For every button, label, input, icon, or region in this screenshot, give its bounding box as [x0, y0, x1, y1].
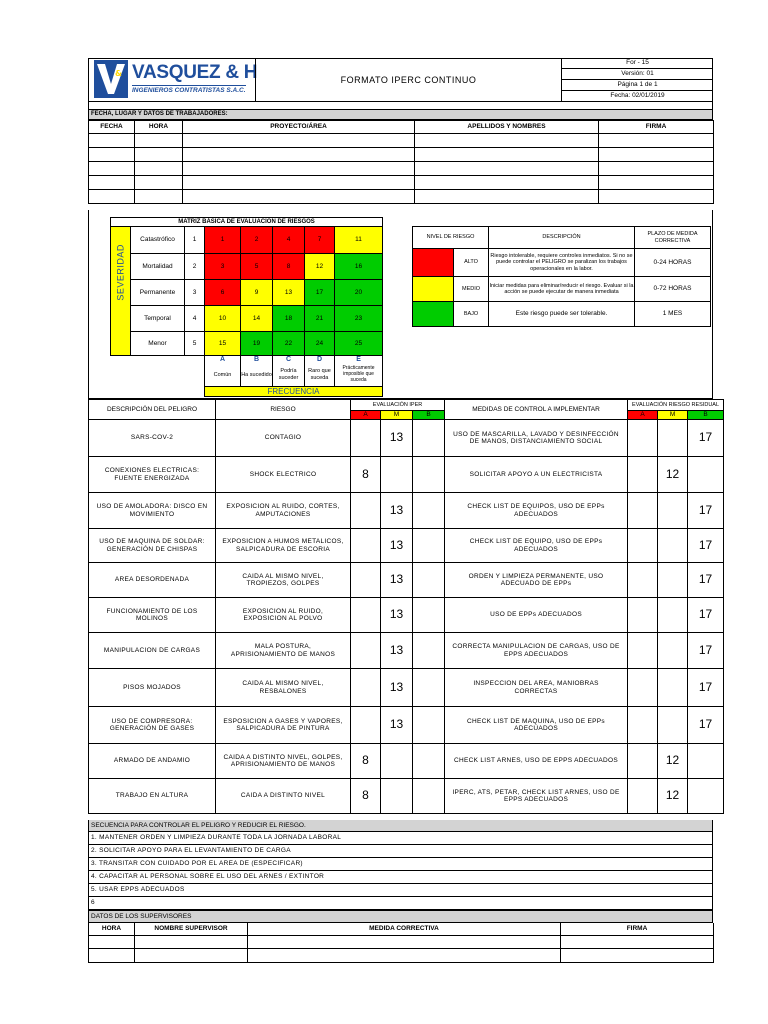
sequence-title: SECUENCIA PARA CONTROLAR EL PELIGRO Y REDUCIR EL RIESGO. — [88, 820, 713, 832]
workers-section-title: FECHA, LUGAR Y DATOS DE TRABAJADORES: — [88, 110, 713, 120]
freq-letter: C — [273, 356, 305, 365]
severity-num: 3 — [185, 280, 205, 306]
legend-swatch-low — [413, 302, 454, 327]
control-measure: INSPECCION DEL AREA, MANIOBRAS CORRECTAS — [445, 669, 628, 707]
residual-m: 12 — [658, 744, 688, 779]
risk-desc: EXPOSICION A HUMOS METALICOS, SALPICADURA DE ESCORIA — [216, 529, 351, 563]
eval-a: 8 — [351, 457, 381, 493]
control-measure: CHECK LIST DE MAQUINA, USO DE EPPs ADECUADOS — [445, 707, 628, 744]
eval-m-header: M — [381, 411, 413, 420]
control-measure: SOLICITAR APOYO A UN ELECTRICISTA — [445, 457, 628, 493]
control-measure: USO DE EPPs ADECUADOS — [445, 598, 628, 633]
residual-b-header: B — [688, 411, 724, 420]
residual-b: 17 — [688, 633, 724, 669]
freq-desc: Común — [205, 364, 241, 386]
company-subtitle: INGENIEROS CONTRATISTAS S.A.C. — [132, 87, 246, 94]
severity-num: 5 — [185, 332, 205, 356]
col-riesgo: RIESGO — [216, 400, 351, 420]
risk-desc: CONTAGIO — [216, 420, 351, 457]
matrix-cell: 9 — [241, 280, 273, 306]
hazard-desc: AREA DESORDENADA — [89, 563, 216, 598]
col-sup-hora: HORA — [89, 923, 135, 935]
residual-b: 17 — [688, 529, 724, 563]
worker-row[interactable] — [89, 176, 714, 190]
eval-a-header: A — [351, 411, 381, 420]
eval-m — [381, 779, 413, 814]
freq-letter: E — [335, 356, 383, 365]
severity-name: Permanente — [131, 280, 185, 306]
matrix-cell: 21 — [305, 306, 335, 332]
matrix-cell: 20 — [335, 280, 383, 306]
residual-a — [628, 598, 658, 633]
risk-desc: CAIDA AL MISMO NIVEL, TROPIEZOS, GOLPES — [216, 563, 351, 598]
col-sup-firma: FIRMA — [561, 923, 714, 935]
matrix-cell: 16 — [335, 254, 383, 280]
logo-emblem-icon — [94, 60, 130, 100]
residual-b — [688, 779, 724, 814]
eval-b — [413, 457, 445, 493]
control-measure: IPERC, ATS, PETAR, CHECK LIST ARNES, USO DE EPPS ADECUADOS — [445, 779, 628, 814]
eval-a: 8 — [351, 779, 381, 814]
eval-b — [413, 493, 445, 529]
eval-b — [413, 420, 445, 457]
risk-matrix — [110, 217, 383, 397]
eval-b — [413, 633, 445, 669]
residual-m: 12 — [658, 779, 688, 814]
eval-a — [351, 420, 381, 457]
matrix-cell: 25 — [335, 332, 383, 356]
doc-version: Versión: 01 — [561, 69, 713, 80]
residual-a — [628, 707, 658, 744]
matrix-cell: 8 — [273, 254, 305, 280]
iper-row — [89, 669, 724, 707]
hazard-desc: USO DE MAQUINA DE SOLDAR: GENERACIÓN DE CHISPAS — [89, 529, 216, 563]
severity-axis — [111, 227, 131, 356]
severity-num: 1 — [185, 227, 205, 254]
risk-desc: CAIDA A DISTINTO NIVEL — [216, 779, 351, 814]
residual-m — [658, 493, 688, 529]
eval-m: 13 — [381, 633, 413, 669]
freq-letter: D — [305, 356, 335, 365]
residual-m-header: M — [658, 411, 688, 420]
legend-term: 0-72 HORAS — [635, 277, 711, 302]
eval-m: 13 — [381, 669, 413, 707]
legend-swatch-medium — [413, 277, 454, 302]
sequence-item: 5. USAR EPPS ADECUADOS — [88, 884, 713, 897]
col-apellidos: APELLIDOS Y NOMBRES — [415, 121, 599, 134]
sequence-item: 4. CAPACITAR AL PERSONAL SOBRE EL USO DEL ARNES / EXTINTOR — [88, 871, 713, 884]
control-measure: CHECK LIST DE EQUIPO, USO DE EPPs ADECUADOS — [445, 529, 628, 563]
eval-a — [351, 633, 381, 669]
residual-a — [628, 457, 658, 493]
matrix-cell: 18 — [273, 306, 305, 332]
worker-row[interactable] — [89, 134, 714, 148]
legend-swatch-high — [413, 249, 454, 277]
residual-m — [658, 669, 688, 707]
residual-a — [628, 633, 658, 669]
severity-name: Temporal — [131, 306, 185, 332]
control-sequence — [88, 820, 713, 910]
eval-b — [413, 744, 445, 779]
sequence-item: 1. MANTENER ORDEN Y LIMPIEZA DURANTE TODA LA JORNADA LABORAL — [88, 832, 713, 845]
matrix-cell: 19 — [241, 332, 273, 356]
iper-row — [89, 633, 724, 669]
matrix-cell: 11 — [335, 227, 383, 254]
residual-m — [658, 420, 688, 457]
matrix-cell: 2 — [241, 227, 273, 254]
severity-name: Mortalidad — [131, 254, 185, 280]
residual-a — [628, 744, 658, 779]
supervisor-row[interactable] — [89, 948, 714, 962]
hazard-desc: SARS-COV-2 — [89, 420, 216, 457]
severity-name: Catastrófico — [131, 227, 185, 254]
eval-b — [413, 669, 445, 707]
severity-label: SEVERIDAD — [115, 243, 126, 301]
matrix-cell: 6 — [205, 280, 241, 306]
matrix-cell: 12 — [305, 254, 335, 280]
legend-col-term: PLAZO DE MEDIDA CORRECTIVA — [635, 227, 711, 249]
eval-m: 13 — [381, 420, 413, 457]
iper-row — [89, 420, 724, 457]
freq-desc: Raro que suceda — [305, 364, 335, 386]
control-measure: USO DE MASCARILLA, LAVADO Y DESINFECCIÓN DE MANOS, DISTANCIAMIENTO SOCIAL — [445, 420, 628, 457]
risk-desc: SHOCK ELECTRICO — [216, 457, 351, 493]
eval-m — [381, 744, 413, 779]
matrix-cell: 17 — [305, 280, 335, 306]
legend-col-level: NIVEL DE RIESGO — [413, 227, 489, 249]
residual-m: 12 — [658, 457, 688, 493]
col-eval-iper: EVALUACIÓN IPER — [351, 400, 445, 411]
iper-row — [89, 598, 724, 633]
control-measure: CORRECTA MANIPULACION DE CARGAS, USO DE EPPS ADECUADOS — [445, 633, 628, 669]
residual-a-header: A — [628, 411, 658, 420]
company-logo — [90, 60, 258, 100]
frequency-label: FRECUENCIA — [205, 386, 383, 396]
doc-code: For - 15 — [561, 58, 713, 69]
residual-b: 17 — [688, 493, 724, 529]
eval-b — [413, 707, 445, 744]
company-name: VASQUEZ & H — [132, 62, 258, 83]
eval-m: 13 — [381, 563, 413, 598]
freq-desc: Prácticamente imposible que suceda — [335, 364, 383, 386]
eval-a — [351, 493, 381, 529]
freq-letter: A — [205, 356, 241, 365]
eval-m: 13 — [381, 707, 413, 744]
col-sup-nombre: NOMBRE SUPERVISOR — [135, 923, 248, 935]
hazard-desc: TRABAJO EN ALTURA — [89, 779, 216, 814]
residual-a — [628, 420, 658, 457]
hazard-desc: FUNCIONAMIENTO DE LOS MOLINOS — [89, 598, 216, 633]
hazard-desc: ARMADO DE ANDAMIO — [89, 744, 216, 779]
residual-b — [688, 744, 724, 779]
hazard-desc: USO DE COMPRESORA: GENERACIÓN DE GASES — [89, 707, 216, 744]
eval-a: 8 — [351, 744, 381, 779]
sequence-item: 6 — [88, 897, 713, 910]
col-fecha: FECHA — [89, 121, 135, 134]
eval-a — [351, 563, 381, 598]
freq-desc: Ha sucedido — [241, 364, 273, 386]
risk-level-legend — [412, 226, 711, 327]
matrix-cell: 24 — [305, 332, 335, 356]
residual-b: 17 — [688, 598, 724, 633]
risk-desc: MALA POSTURA, APRISIONAMIENTO DE MANOS — [216, 633, 351, 669]
residual-a — [628, 493, 658, 529]
eval-a — [351, 529, 381, 563]
residual-m — [658, 529, 688, 563]
legend-desc: Este riesgo puede ser tolerable. — [489, 302, 635, 327]
supervisors-section — [88, 910, 713, 963]
eval-m: 13 — [381, 493, 413, 529]
legend-level: BAJO — [454, 302, 489, 327]
sequence-item: 3. TRANSITAR CON CUIDADO POR EL AREA DE (ESPECIFICAR) — [88, 858, 713, 871]
matrix-cell: 14 — [241, 306, 273, 332]
eval-a — [351, 598, 381, 633]
legend-desc: Iniciar medidas para eliminar/reducir el riesgo. Evaluar si la acción se puede ejecutar de manera inmediata — [489, 277, 635, 302]
residual-m — [658, 707, 688, 744]
matrix-cell: 10 — [205, 306, 241, 332]
freq-desc: Podría suceder — [273, 364, 305, 386]
worker-row[interactable] — [89, 148, 714, 162]
eval-b — [413, 529, 445, 563]
risk-desc: CAIDA AL MISMO NIVEL, RESBALONES — [216, 669, 351, 707]
eval-m: 13 — [381, 598, 413, 633]
document-title: FORMATO IPERC CONTINUO — [255, 58, 561, 102]
supervisor-row[interactable] — [89, 935, 714, 948]
residual-b: 17 — [688, 420, 724, 457]
iper-row — [89, 744, 724, 779]
risk-desc: CAIDA A DISTINTO NIVEL, GOLPES, APRISIONAMIENTO DE MANOS — [216, 744, 351, 779]
legend-level: MEDIO — [454, 277, 489, 302]
col-firma: FIRMA — [599, 121, 714, 134]
control-measure: CHECK LIST DE EQUIPOS, USO DE EPPs ADECUADOS — [445, 493, 628, 529]
supervisors-title: DATOS DE LOS SUPERVISORES — [88, 910, 713, 923]
iper-row — [89, 529, 724, 563]
risk-desc: ESPOSICION A GASES Y VAPORES, SALPICADURA DE PINTURA — [216, 707, 351, 744]
worker-row[interactable] — [89, 162, 714, 176]
col-peligro: DESCRIPCIÓN DEL PELIGRO — [89, 400, 216, 420]
residual-a — [628, 529, 658, 563]
eval-b — [413, 598, 445, 633]
residual-a — [628, 779, 658, 814]
iper-row — [89, 457, 724, 493]
matrix-cell: 1 — [205, 227, 241, 254]
iper-row — [89, 779, 724, 814]
matrix-cell: 23 — [335, 306, 383, 332]
col-hora: HORA — [135, 121, 183, 134]
freq-letter: B — [241, 356, 273, 365]
eval-a — [351, 707, 381, 744]
residual-a — [628, 669, 658, 707]
eval-m — [381, 457, 413, 493]
col-proyecto: PROYECTO/ÁREA — [183, 121, 415, 134]
legend-term: 0-24 HORAS — [635, 249, 711, 277]
legend-level: ALTO — [454, 249, 489, 277]
eval-b — [413, 779, 445, 814]
risk-desc: EXPOSICION AL RUIDO, CORTES, AMPUTACIONES — [216, 493, 351, 529]
svg-text:&: & — [115, 69, 122, 78]
legend-col-desc: DESCRIPCIÓN — [489, 227, 635, 249]
eval-m: 13 — [381, 529, 413, 563]
residual-m — [658, 598, 688, 633]
residual-m — [658, 633, 688, 669]
eval-b — [413, 563, 445, 598]
hazard-desc: MANIPULACION DE CARGAS — [89, 633, 216, 669]
worker-row[interactable] — [89, 190, 714, 204]
section-workers — [88, 102, 713, 204]
severity-num: 2 — [185, 254, 205, 280]
col-sup-medida: MEDIDA CORRECTIVA — [248, 923, 561, 935]
doc-page: Página 1 de 1 — [561, 80, 713, 91]
iper-row — [89, 493, 724, 529]
eval-b-header: B — [413, 411, 445, 420]
iper-table — [88, 399, 724, 814]
residual-a — [628, 563, 658, 598]
legend-desc: Riesgo intolerable, requiere controles inmediatos. Si no se puede controlar el PELIGRO se paralizan los trabajos operacionales en la labor. — [489, 249, 635, 277]
matrix-cell: 5 — [241, 254, 273, 280]
residual-b: 17 — [688, 669, 724, 707]
matrix-cell: 13 — [273, 280, 305, 306]
hazard-desc: USO DE AMOLADORA: DISCO EN MOVIMIENTO — [89, 493, 216, 529]
control-measure: ORDEN Y LIMPIEZA PERMANENTE, USO ADECUADO DE EPPs — [445, 563, 628, 598]
eval-a — [351, 669, 381, 707]
supervisors-table — [88, 923, 714, 963]
col-eval-residual: EVALUACIÓN RIESGO RESIDUAL — [628, 400, 724, 411]
iper-row — [89, 707, 724, 744]
risk-desc: EXPOSICION AL RUIDO, EXPOSICION AL POLVO — [216, 598, 351, 633]
matrix-cell: 22 — [273, 332, 305, 356]
hazard-desc: PISOS MOJADOS — [89, 669, 216, 707]
iper-row — [89, 563, 724, 598]
hazard-desc: CONEXIONES ELECTRICAS: FUENTE ENERGIZADA — [89, 457, 216, 493]
severity-num: 4 — [185, 306, 205, 332]
control-measure: CHECK LIST ARNES, USO DE EPPS ADECUADOS — [445, 744, 628, 779]
legend-term: 1 MES — [635, 302, 711, 327]
col-medidas: MEDIDAS DE CONTROL A IMPLEMENTAR — [445, 400, 628, 420]
residual-b — [688, 457, 724, 493]
sequence-item: 2. SOLICITAR APOYO PARA EL LEVANTAMIENTO DE CARGA — [88, 845, 713, 858]
workers-table — [88, 120, 714, 204]
doc-date: Fecha: 02/01/2019 — [561, 91, 713, 102]
matrix-cell: 3 — [205, 254, 241, 280]
residual-b: 17 — [688, 707, 724, 744]
residual-b: 17 — [688, 563, 724, 598]
residual-m — [658, 563, 688, 598]
matrix-cell: 15 — [205, 332, 241, 356]
matrix-title: MATRIZ BÁSICA DE EVALUACIÓN DE RIESGOS — [111, 218, 383, 227]
matrix-cell: 7 — [305, 227, 335, 254]
severity-name: Menor — [131, 332, 185, 356]
matrix-cell: 4 — [273, 227, 305, 254]
